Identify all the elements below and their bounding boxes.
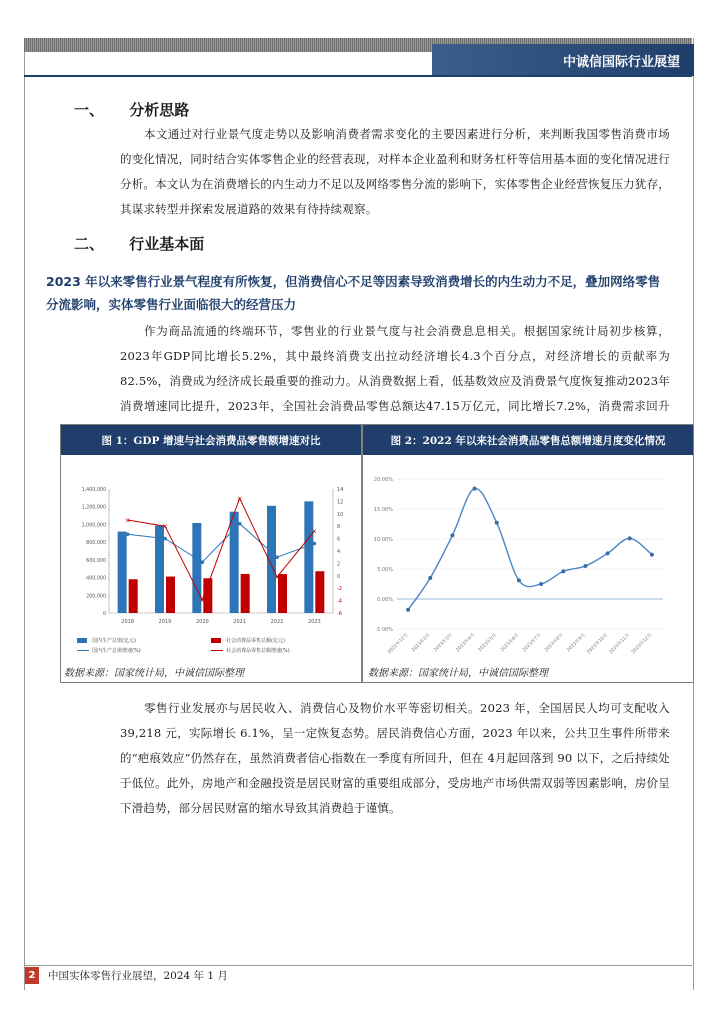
y-right-tick-label: -6 xyxy=(337,611,342,617)
data-point xyxy=(406,608,410,612)
figure-1-chart xyxy=(61,455,361,682)
figure-1 xyxy=(60,424,362,683)
data-point xyxy=(628,536,632,540)
legend-label: 国内生产总值(亿元) xyxy=(92,638,136,644)
figure-1-source: 数据来源：国家统计局，中诚信国际整理 xyxy=(64,667,244,679)
data-point xyxy=(495,521,499,525)
y-right-tick-label: 8 xyxy=(337,524,341,531)
figure-1-title: 图 1：GDP 增速与社会消费品零售额增速对比 xyxy=(61,425,361,455)
y-left-tick-label: 1,000,000 xyxy=(81,523,106,529)
legend-swatch xyxy=(77,638,87,643)
bar-retail-sales xyxy=(166,577,175,613)
section-2-text-1: 作为商品流通的终端环节，零售业的行业景气度与社会消费息息相关。根据国家统计局初步核算，2023年GDP同比增长5.2%，其中最终消费支出拉动经济增长4.3个百分点，对经济增长的贡献率为82.5%，消费成为经济成长最重要的推动力。从消费数据上看，低基数效应及消费景气度恢复推动2023年消费增速同比提升，2023年，全国社会消费品零售总额达47.15万亿元，同比增长7.2%，消费需求回升 xyxy=(120,324,670,413)
y-tick-label: -5.00% xyxy=(375,627,393,633)
section-2-title: 行业基本面 xyxy=(129,235,205,253)
y-left-tick-label: 800,000 xyxy=(86,541,106,547)
y-left-tick-label: 600,000 xyxy=(86,558,106,564)
y-left-tick-label: 200,000 xyxy=(86,594,106,600)
y-right-tick-label: 0 xyxy=(337,573,341,580)
bar-gdp xyxy=(304,501,313,613)
point-retail-growth: × xyxy=(274,573,280,582)
x-tick-label: 2023年10月 xyxy=(586,632,609,656)
y-tick-label: 10.00% xyxy=(373,537,393,543)
x-tick-label: 2023 xyxy=(307,619,321,625)
bar-retail-sales xyxy=(129,579,138,613)
point-retail-growth: × xyxy=(199,596,206,605)
footer-divider xyxy=(24,965,692,966)
data-point xyxy=(650,553,654,557)
header-divider xyxy=(24,75,692,77)
y-tick-label: 20.00% xyxy=(373,477,393,483)
x-tick-label: 2023年11月 xyxy=(608,632,632,656)
section-1-title: 分析思路 xyxy=(129,101,190,119)
section-1-heading xyxy=(74,99,189,120)
y-right-tick-label: -2 xyxy=(337,586,342,593)
point-gdp-growth xyxy=(238,522,242,526)
page-number: 2 xyxy=(25,967,39,984)
point-retail-growth: × xyxy=(124,516,131,525)
figure-2 xyxy=(362,424,694,683)
section-1-text: 本文通过对行业景气度走势以及影响消费者需求变化的主要因素进行分析，来判断我国零售消费市场的变化情况，同时结合实体零售企业的经营表现，对样本企业盈利和财务杠杆等信用基本面的变化情况进行分析。本文认为在消费增长的内生动力不足以及网络零售分流的影响下，实体零售企业经营恢复压力犹存，其谋求转型并探索发展道路的效果有待持续观察。 xyxy=(120,127,670,216)
y-tick-label: 15.00% xyxy=(373,507,393,513)
y-left-tick-label: 0 xyxy=(102,612,106,617)
data-point xyxy=(517,578,521,582)
legend-label: 社会消费品零售总额(亿元) xyxy=(226,638,285,644)
y-right-tick-label: 4 xyxy=(337,549,341,555)
x-tick-label: 2022 xyxy=(270,619,284,625)
x-tick-label: 2023年12月 xyxy=(630,632,654,656)
footer-text: 中国实体零售行业展望，2024 年 1 月 xyxy=(48,970,228,982)
y-right-tick-label: -4 xyxy=(337,598,342,605)
legend-label: 国内生产总值增速(%) xyxy=(92,648,141,654)
y-left-tick-label: 1,200,000 xyxy=(81,505,106,511)
section-2-paragraph-2 xyxy=(120,696,670,821)
point-gdp-growth xyxy=(163,537,167,541)
point-retail-growth: × xyxy=(236,494,243,503)
x-tick-label: 2022年12月 xyxy=(387,632,410,656)
data-point xyxy=(583,564,587,568)
x-tick-label: 2023年4月 xyxy=(455,632,476,654)
bar-gdp xyxy=(118,532,127,613)
section-2-subheading: 2023 年以来零售行业景气程度有所恢复，但消费信心不足等因素导致消费增长的内生动力不足，叠加网络零售分流影响，实体零售行业面临很大的经营压力 xyxy=(46,274,661,312)
x-tick-label: 2021 xyxy=(233,619,247,625)
y-right-tick-label: 12 xyxy=(337,499,344,506)
x-tick-label: 2020 xyxy=(195,619,209,625)
legend-label: 社会消费品零售总额增速(%) xyxy=(226,648,290,654)
point-retail-growth: × xyxy=(311,527,318,536)
y-left-tick-label: 1,400,000 xyxy=(81,488,106,493)
data-point xyxy=(428,576,432,580)
x-tick-label: 2023年7月 xyxy=(522,632,543,654)
x-tick-label: 2023年3月 xyxy=(433,632,454,654)
y-right-tick-label: 14 xyxy=(337,487,344,493)
x-tick-label: 2023年5月 xyxy=(477,632,499,654)
section-2-heading xyxy=(74,233,204,254)
figure-2-chart xyxy=(363,455,693,682)
x-tick-label: 2018 xyxy=(121,619,135,625)
data-point xyxy=(539,582,543,586)
y-right-tick-label: 10 xyxy=(337,511,344,518)
figure-2-source: 数据来源：国家统计局，中诚信国际整理 xyxy=(368,667,548,679)
section-1-number: 一、 xyxy=(74,101,105,119)
header-title: 中诚信国际行业展望 xyxy=(432,44,694,76)
y-right-tick-label: 2 xyxy=(337,561,341,568)
point-gdp-growth xyxy=(201,560,205,564)
point-gdp-growth xyxy=(275,555,279,559)
section-2-number: 二、 xyxy=(74,235,105,253)
y-right-tick-label: 6 xyxy=(337,536,341,543)
data-point xyxy=(606,551,610,555)
section-2-text-2: 零售行业发展亦与居民收入、消费信心及物价水平等密切相关。2023 年，全国居民人均可支配收入 39,218 元，实际增长 6.1%，呈一定恢复态势。居民消费信心方面，2023 年以来，公共卫生事件所带来的“疤痕效应”仍然存在，虽然消费者信心指数在一季度有所回升，但在 4月起回落到 90 以下，之后持续处于低位。此外，房地产和金融投资是居民财富的重要组成部分，受房地产市场供需双弱等因素影响，房价呈下滑趋势，部分居民财富的缩水导致其消费趋于谨慎。 xyxy=(120,701,670,815)
data-point xyxy=(561,569,565,573)
point-retail-growth: × xyxy=(162,522,168,531)
data-point xyxy=(473,487,477,491)
x-tick-label: 2023年9月 xyxy=(566,632,587,654)
legend-swatch xyxy=(211,638,221,643)
x-tick-label: 2023年8月 xyxy=(544,632,565,654)
y-tick-label: 0.00% xyxy=(377,597,393,603)
section-1-paragraph xyxy=(120,122,670,222)
figure-2-title: 图 2：2022 年以来社会消费品零售总额增速月度变化情况 xyxy=(363,425,693,455)
point-gdp-growth xyxy=(313,542,317,546)
x-tick-label: 2019 xyxy=(158,619,172,625)
bar-retail-sales xyxy=(315,571,324,613)
x-tick-label: 2023年6月 xyxy=(499,632,521,654)
bar-retail-sales xyxy=(241,574,250,613)
y-left-tick-label: 400,000 xyxy=(86,576,106,582)
x-tick-label: 2023年2月 xyxy=(411,632,432,654)
y-tick-label: 5.00% xyxy=(377,567,393,573)
bar-gdp xyxy=(230,512,239,613)
data-point xyxy=(450,533,454,537)
point-gdp-growth xyxy=(126,532,130,536)
series-line xyxy=(408,488,652,609)
